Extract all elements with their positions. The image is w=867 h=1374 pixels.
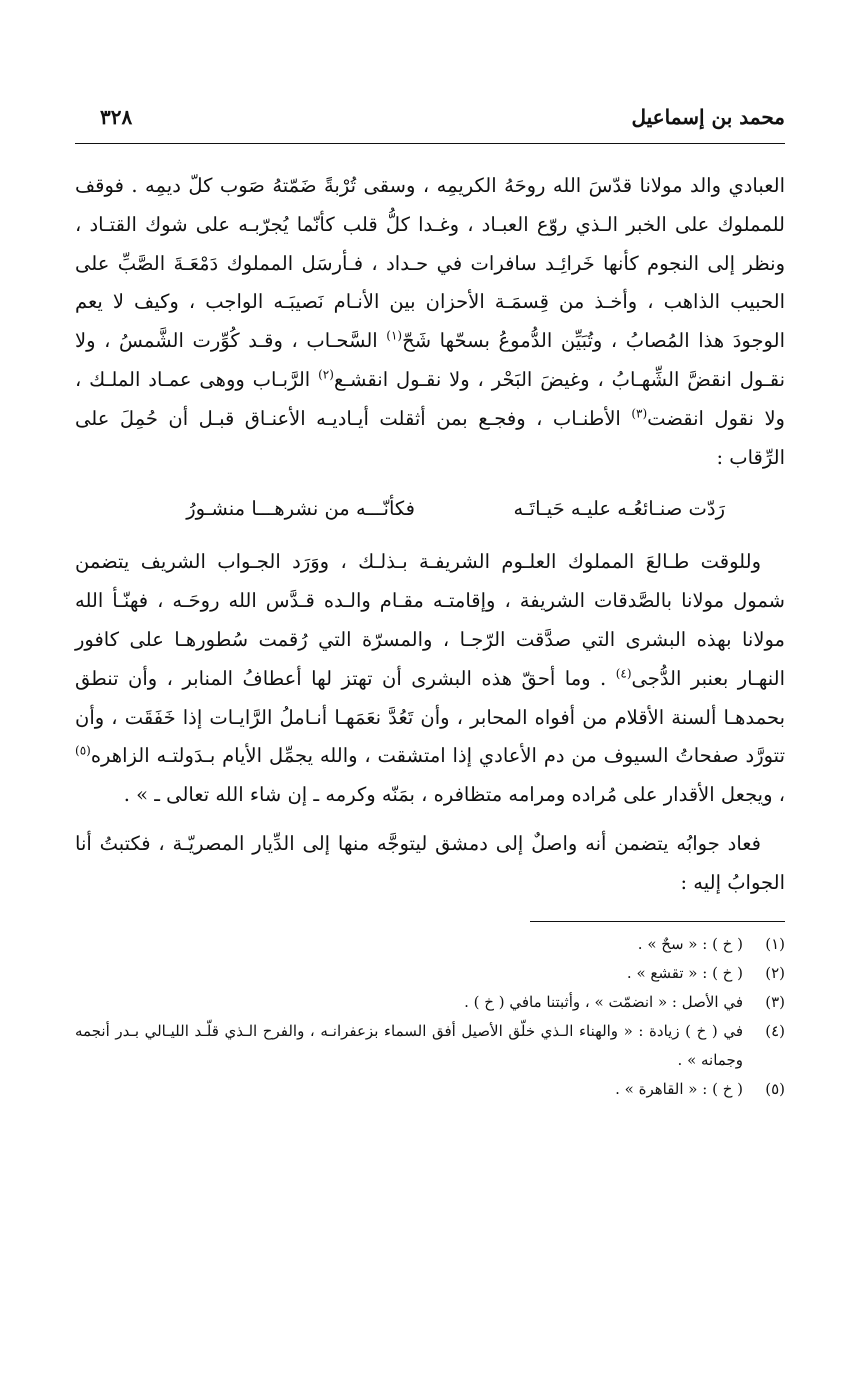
text-run: الرَّبـاب ووهى عمـاد الملـك ، ولا نقول انقضت [75, 367, 785, 430]
page-number: ٣٢٨ [100, 105, 133, 129]
footnote [75, 930, 785, 959]
footnote-number: (٥) [765, 1079, 785, 1098]
footnote [75, 959, 785, 988]
footnote-ref-1[interactable]: (١) [386, 328, 403, 343]
footnote-text: ( خ ) : « القاهرة » . [615, 1079, 743, 1098]
book-page [75, 105, 785, 1104]
footnote-number: (٢) [765, 963, 785, 982]
footnote [75, 988, 785, 1017]
footnote-ref-2[interactable]: (٢) [318, 367, 334, 382]
footnote-ref-4[interactable]: (٤) [615, 666, 632, 681]
text-run: . وما أحقّ هذه البشرى أن تهتز لها أعطافُ المنابر ، وأن تنطق بحمدهـا ألسنة الأقلام من أفواه المحابر ، وأن تَعُدَّ نعَمَهـا أنـاملُ الرَّايـات إذا خَفَقَت ، وأن تتورَّد صفحاتُ السيوف من دم الأعادي إذا امتشقت ، والله يجمِّل الأيام بـدَولتـه الزاهره [75, 666, 785, 768]
footnote-ref-3[interactable]: (٣) [631, 406, 648, 421]
main-text [75, 167, 785, 903]
text-run: العبادي والد مولانا قدّسَ الله روحَهُ الكريمِه ، وسقى تُرْبةً ضَمّتهُ صَوب كلّ ديمِه . فوقف للمملوك على الخبر الـذي روّع العبـاد ، وغـدا كلُّ قلب كأنّما يُجرّبـه على شوك القتـاد ، ونظر إلى النجوم كأنها خَرائِـد سافرات في حـداد ، فـأرسَل المملوك دَمْعَـةَ الصَّبِّ على الحبيب الذاهب ، وأخـذ من قِسمَـة الأحزان بين الأنـام نَصيبَـه الواجب ، وكيف لا يعم الوجودَ هذا المُصابُ ، وتُبَيِّن الدُّموعُ بسحّها شَحّ [75, 174, 785, 353]
text-run: السَّحـاب ، وقـد كُوِّرت الشَّمسُ ، ولا نقـول انقضَّ الشِّهـابُ ، وغيضَ البَحْر ، ولا نقـول انقشـع [75, 329, 785, 391]
poetry-verse [75, 489, 785, 529]
footnote-divider [530, 921, 785, 922]
footnote-text: ( خ ) : « تقشع » . [626, 963, 743, 982]
footnotes [75, 930, 785, 1104]
footnote-text: في ( خ ) زيادة : « والهناء الـذي خلّق الأصيل أفق السماء بزعفرانـه ، والفرح الـذي قلّـد الليـالي بـدر أنجمه وجمانه » . [75, 1021, 743, 1069]
text-run: الأطنـاب ، وفجـع بمن أثقلت أيـاديـه الأعنـاق قبـل أن حُمِلَ على الرِّقاب : [75, 406, 785, 469]
footnote-text: ( خ ) : « سحٌ » . [637, 934, 743, 953]
footnote-text: في الأصل : « انضمّت » ، وأثبتنا مافي ( خ ) . [464, 992, 743, 1011]
header-divider [75, 143, 785, 144]
verse-second-hemistich: فكأنّـــه من نشرهـــا منشـورُ [186, 497, 415, 521]
footnote [75, 1017, 785, 1075]
footnote [75, 1075, 785, 1104]
running-header-title: محمد بن إسماعيل [631, 105, 785, 129]
text-run: ، ويجعل الأقدار على مُراده ومرامه متظافره ، بمَنّه وكرمه ـ إن شاء الله تعالى ـ » . [123, 783, 785, 807]
footnote-number: (٣) [765, 992, 785, 1011]
verse-first-hemistich: رَدّت صنـائعُـه عليـه حَيـاتَـه [513, 497, 725, 521]
running-header [75, 105, 785, 139]
text-run: وللوقت طـالعَ المملوك العلـوم الشريفـة بـذلـك ، ووَرَد الجـواب الشريف يتضمن شمول مولانا بالصَّدقات الشريفة ، وإقامتـه مقـام والـده قـدَّس الله روحَـه ، فهنّـأ الله مولانا بهذه البشرى التي صدَّقت الرّجـا ، والمسرّة التي رُقمت سُطورهـا على كافور النهـار بعنبر الدُّجى [75, 550, 786, 690]
footnote-number: (١) [765, 934, 785, 953]
footnote-number: (٤) [765, 1021, 785, 1040]
paragraph-1 [75, 167, 785, 477]
footnote-ref-5[interactable]: (٥) [75, 743, 91, 758]
paragraph-3: فعاد جوابُه يتضمن أنه واصلٌ إلى دمشق ليتوجَّه منها إلى الدِّيار المصريّـة ، فكتبتُ أنا الجوابُ إليه : [75, 831, 785, 894]
paragraph-2 [75, 543, 785, 815]
